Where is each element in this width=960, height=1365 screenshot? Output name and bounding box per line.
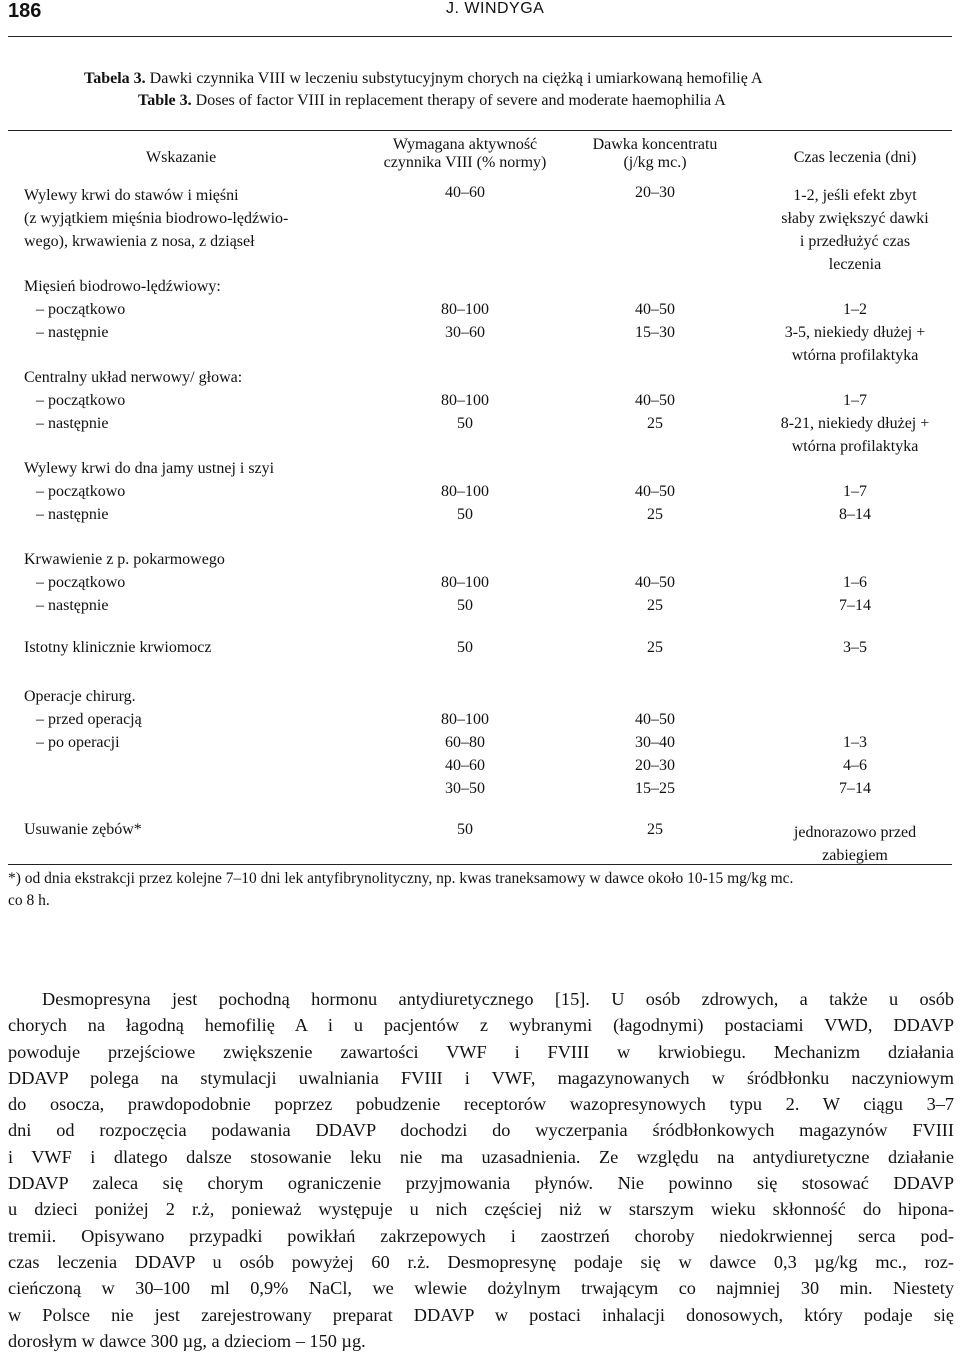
paragraph-line: dni od rozpoczęcia podawania DDAVP dochodzi do wyczerpania śródbłonkowych magazynów FVIII — [8, 1120, 954, 1141]
row-surgery-indication — [24, 685, 142, 754]
row-dental-activity: 50 — [457, 821, 473, 838]
row-hematuria-indication: Istotny klinicznie krwiomocz — [24, 639, 212, 656]
paragraph-line: tremii. Opisywano przypadki powikłań zakrzepowych i zaostrzeń choroby niedokrwiennej serca pod- — [8, 1225, 954, 1246]
indication-sub: – początkowo — [36, 392, 126, 409]
row-surgery-activity: 80–100 60–80 40–60 30–50 — [441, 711, 489, 797]
paragraph-line: w Polsce nie jest zarejestrowany preparat DDAVP w postaci inhalacji donosowych, który podaje się — [8, 1304, 954, 1325]
row-cns-duration: 1–7 8-21, niekiedy dłużej + wtórna profilaktyka — [780, 392, 930, 455]
row-iliopsoas-duration: 1–2 3-5, niekiedy dłużej + wtórna profilaktyka — [784, 301, 926, 364]
paragraph-line: u dzieci poniżej 2 r.ż, ponieważ występuje u nich częściej niż w starszym wieku skłonność do hipona- — [8, 1199, 954, 1220]
header-activity-line1: Wymagana aktywność — [392, 136, 538, 153]
indication-title: Wylewy krwi do dna jamy ustnej i szyi — [24, 460, 275, 477]
caption-en-text: Doses of factor VIII in replacement therapy of severe and moderate haemophilia A — [195, 92, 726, 109]
row-cns-dose: 40–50 25 — [635, 392, 675, 432]
paragraph-line: cieńczoną w 30–100 ml 0,9% NaCl, we wlewie dożylnym trwającym co najmniej 30 min. Niestety — [8, 1278, 954, 1299]
header-dose-line2: (j/kg mc.) — [623, 154, 687, 171]
footnote-line: *) od dnia ekstrakcji przez kolejne 7–10 dni lek antyfibrynolityczny, np. kwas traneksamowy w dawce około 10-15 mg/kg mc. — [8, 870, 794, 887]
row-joints-dose: 20–30 — [635, 184, 675, 201]
row-surgery-duration: 1–3 4–6 7–14 — [839, 734, 871, 797]
footnote-line: co 8 h. — [8, 892, 50, 909]
table-top-rule — [8, 130, 952, 131]
row-joints-indication — [24, 184, 288, 253]
indication-sub: – następnie — [36, 415, 109, 432]
row-cns-indication — [24, 366, 242, 435]
table-caption-pl — [84, 70, 763, 88]
row-hematuria-dose: 25 — [647, 639, 663, 656]
indication-title: Centralny układ nerwowy/ głowa: — [24, 369, 243, 386]
paragraph-line: do osocza, prawdopodobnie poprzez pobudzenie receptorów wazopresynowych typu 2. W ciągu 3–7 — [8, 1094, 954, 1115]
page-number: 186 — [8, 0, 42, 22]
row-hematuria-duration: 3–5 — [843, 639, 867, 656]
table-footnote — [8, 868, 793, 912]
row-dental-duration: jednorazowo przed zabiegiem — [793, 824, 917, 864]
row-throat-dose: 40–50 25 — [635, 483, 675, 523]
paragraph-line: powoduje przejściowe zwiększenie zawartości VWF i FVIII w krwiobiegu. Mechanizm działania — [8, 1041, 954, 1062]
indication-line: (z wyjątkiem mięśnia biodrowo-lędźwio- — [24, 210, 289, 227]
row-dental-indication: Usuwanie zębów* — [24, 821, 142, 838]
header-dose-line1: Dawka koncentratu — [592, 136, 718, 153]
row-iliopsoas-activity: 80–100 30–60 — [441, 301, 489, 341]
header-indication: Wskazanie — [146, 149, 217, 166]
indication-sub: – początkowo — [36, 483, 126, 500]
indication-title: Mięsień biodrowo-lędźwiowy: — [24, 278, 221, 295]
paragraph-line: DDAVP zaleca się chorym ograniczenie przyjmowania płynów. Nie powinno się stosować DDAVP — [8, 1173, 954, 1194]
indication-sub: – następnie — [36, 597, 109, 614]
indication-title: Operacje chirurg. — [24, 688, 136, 705]
row-throat-duration: 1–7 8–14 — [839, 483, 871, 523]
duration-line: leczenia — [828, 256, 882, 273]
header-duration: Czas leczenia (dni) — [793, 149, 917, 166]
row-gi-indication — [24, 548, 225, 617]
row-gi-duration: 1–6 7–14 — [839, 574, 871, 614]
row-iliopsoas-indication — [24, 275, 221, 344]
row-throat-activity: 80–100 50 — [441, 483, 489, 523]
indication-sub: – początkowo — [36, 574, 126, 591]
running-header: J. WINDYGA — [446, 0, 545, 17]
row-gi-dose: 40–50 25 — [635, 574, 675, 614]
indication-sub: – przed operacją — [36, 711, 142, 728]
row-joints-duration — [750, 184, 960, 276]
header-activity-line2: czynnika VIII (% normy) — [383, 154, 547, 171]
caption-en-label: Table 3. — [138, 92, 192, 109]
caption-pl-text: Dawki czynnika VIII w leczeniu substytucyjnym chorych na ciężką i umiarkowaną hemofilię A — [149, 70, 763, 87]
duration-line: i przedłużyć czas — [799, 233, 911, 250]
header-activity — [380, 136, 550, 172]
table-caption-en — [138, 92, 726, 110]
indication-title: Krwawienie z p. pokarmowego — [24, 551, 225, 568]
row-joints-activity: 40–60 — [445, 184, 485, 201]
table-bottom-rule — [8, 864, 952, 865]
paragraph-line: dorosłym w dawce 300 µg, a dzieciom – 150 µg. — [8, 1330, 366, 1351]
duration-line: słaby zwiększyć dawki — [781, 210, 929, 227]
row-throat-indication — [24, 457, 274, 526]
row-gi-activity: 80–100 50 — [441, 574, 489, 614]
row-iliopsoas-dose: 40–50 15–30 — [635, 301, 675, 341]
indication-sub: – po operacji — [36, 734, 120, 751]
indication-sub: – następnie — [36, 324, 109, 341]
paragraph-line: DDAVP polega na stymulacji uwalniania FVIII i VWF, magazynowanych w śródbłonku naczyniowym — [8, 1067, 954, 1088]
paragraph-line: Desmopresyna jest pochodną hormonu antydiuretycznego [15]. U osób zdrowych, a także u osób — [42, 989, 954, 1009]
duration-line: 1-2, jeśli efekt zbyt — [793, 187, 917, 204]
row-dental-dose: 25 — [647, 821, 663, 838]
caption-pl-label: Tabela 3. — [84, 70, 146, 87]
row-surgery-dose: 40–50 30–40 20–30 15–25 — [635, 711, 675, 797]
row-cns-activity: 80–100 50 — [441, 392, 489, 432]
header-rule — [8, 36, 952, 37]
paragraph-line: czas leczenia DDAVP u osób powyżej 60 r.ż. Desmopresynę podaje się w dawce 0,3 µg/kg mc., roz- — [8, 1251, 954, 1272]
paragraph-line: chorych na łagodną hemofilię A i u pacjentów z wybranymi (łagodnymi) postaciami VWD, DDAVP — [8, 1015, 954, 1036]
indication-line: wego), krwawienia z nosa, z dziąseł — [24, 233, 255, 250]
indication-sub: – początkowo — [36, 301, 126, 318]
header-dose — [555, 136, 755, 172]
indication-sub: – następnie — [36, 506, 109, 523]
indication-line: Wylewy krwi do stawów i mięśni — [24, 187, 239, 204]
body-paragraph — [8, 986, 954, 1354]
row-hematuria-activity: 50 — [457, 639, 473, 656]
paragraph-line: i VWF i dlatego dalsze stosowanie leku nie ma uzasadnienia. Ze względu na antydiuretyczne działanie — [8, 1146, 954, 1167]
